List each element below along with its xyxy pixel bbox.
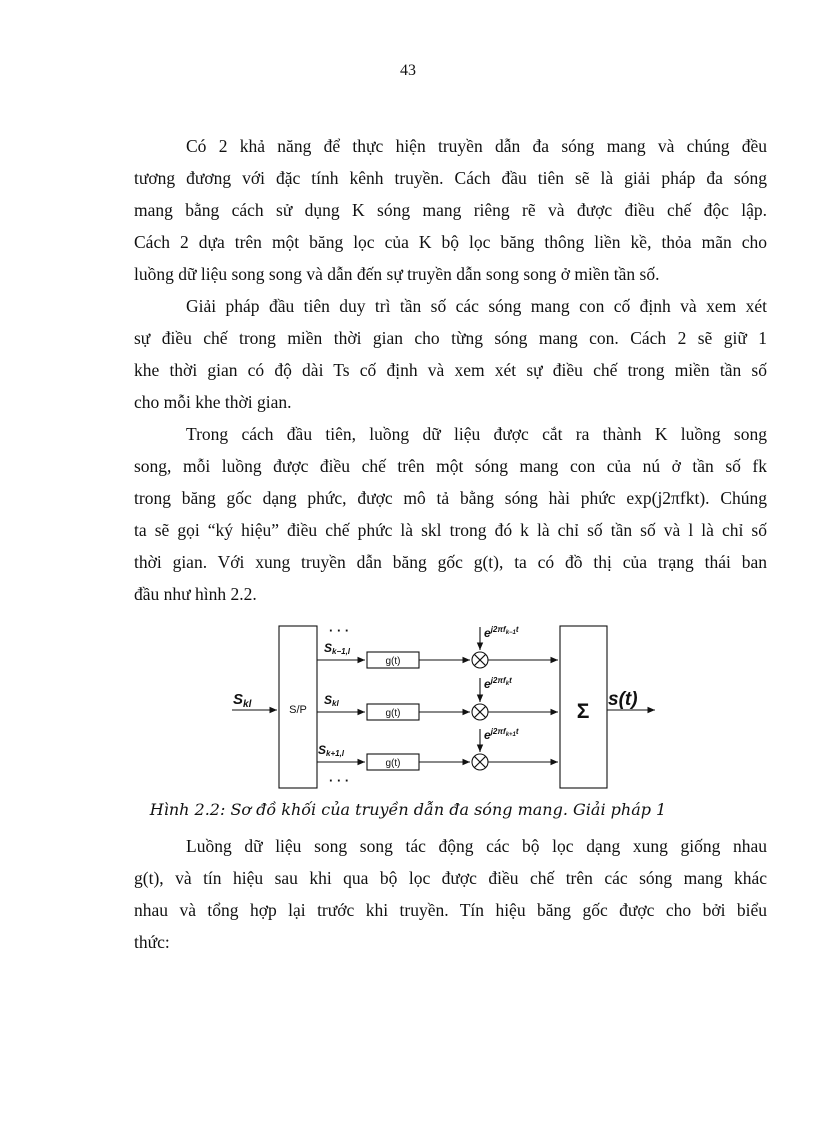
paragraph-3-line-3: trong băng gốc dạng phức, được mô tả bằng sóng hài phức exp(j2πfkt). Chúng bbox=[134, 488, 767, 508]
paragraph-2-line-1: Giải pháp đầu tiên duy trì tần số các sóng mang con cố định và xem xét bbox=[186, 296, 767, 316]
page-number: 43 bbox=[400, 62, 416, 79]
paragraph-2-line-3: khe thời gian có độ dài Ts cố định và xem xét sự điều chế trong miền tần số bbox=[134, 360, 767, 380]
filter-label-3: g(t) bbox=[385, 758, 401, 769]
paragraph-3-line-4: ta sẽ gọi “ký hiệu” điều chế phức là skl trong đó k là chỉ số tần số và l là chỉ số bbox=[134, 520, 767, 540]
paragraph-3-line-2: song, mỗi luồng được điều chế trên một sóng mang con của nú ở tần số fk bbox=[134, 456, 767, 476]
paragraph-4-line-1: Luồng dữ liệu song song tác động các bộ lọc dạng xung giống nhau bbox=[186, 836, 767, 856]
multiplier-3 bbox=[472, 754, 488, 770]
carrier-label-2: $e^{j2\pi f}kt$ bbox=[484, 676, 512, 691]
filter-label-1: g(t) bbox=[385, 656, 401, 667]
paragraph-1-line-4: Cách 2 dựa trên một băng lọc của K bộ lọc băng thông liền kề, thỏa mãn cho bbox=[134, 232, 767, 252]
paragraph-1-line-5: luồng dữ liệu song song và dẫn đến sự truyền dẫn song song ở miền tần số. bbox=[134, 264, 660, 284]
input-symbol: $S_{kl}$ bbox=[233, 691, 252, 710]
paragraph-4-line-2: g(t), và tín hiệu sau khi qua bộ lọc được điều chế trên các sóng mang khác bbox=[134, 868, 767, 888]
output-symbol: s(t) bbox=[608, 689, 638, 710]
filter-label-2: g(t) bbox=[385, 708, 401, 719]
paragraph-1-line-2: tương đương với đặc tính kênh truyền. Cách đầu tiên sẽ là giải pháp đa sóng bbox=[134, 168, 767, 188]
sp-label: S/P bbox=[289, 704, 307, 716]
paragraph-3-line-1: Trong cách đầu tiên, luồng dữ liệu được cắt ra thành K luồng song bbox=[186, 424, 767, 444]
dots-bottom: · · · bbox=[329, 773, 350, 788]
paragraph-1-line-1: Có 2 khả năng để thực hiện truyền dẫn đa sóng mang và chúng đều bbox=[186, 136, 767, 156]
paragraph-1-line-3: mang bằng cách sử dụng K sóng mang riêng rẽ và được điều chế độc lập. bbox=[134, 200, 767, 220]
paragraph-4-line-4: thức: bbox=[134, 932, 170, 952]
paragraph-3-line-6: đầu như hình 2.2. bbox=[134, 584, 257, 604]
dots-top: · · · bbox=[329, 623, 350, 638]
sum-symbol: Σ bbox=[576, 700, 590, 723]
paragraph-2-line-2: sự điều chế trong miền thời gian cho từng sóng mang con. Cách 2 sẽ giữ 1 bbox=[134, 328, 767, 348]
paragraph-4-line-3: nhau và tổng hợp lại trước khi truyền. Tín hiệu băng gốc được cho bởi biểu bbox=[134, 900, 767, 920]
multiplier-1 bbox=[472, 652, 488, 668]
branch-label-3: Sk+1,l bbox=[318, 743, 345, 758]
paragraph-3-line-5: thời gian. Với xung truyền dẫn băng gốc g(t), ta có đồ thị của trạng thái ban bbox=[134, 552, 767, 572]
branch-label-1: Sk−1,l bbox=[324, 641, 351, 656]
branch-label-2: Skl bbox=[324, 693, 339, 708]
multiplier-2 bbox=[472, 704, 488, 720]
carrier-label-3: $e^{j2\pi f}k+1t$ bbox=[484, 727, 519, 742]
carrier-label-1: $e^{j2\pi f}k-1t$ bbox=[484, 625, 519, 640]
figure-caption: Hình 2.2: Sơ đồ khối của truyền dẫn đa sóng mang. Giải pháp 1 bbox=[149, 800, 667, 819]
paragraph-2-line-4: cho mỗi khe thời gian. bbox=[134, 392, 292, 412]
